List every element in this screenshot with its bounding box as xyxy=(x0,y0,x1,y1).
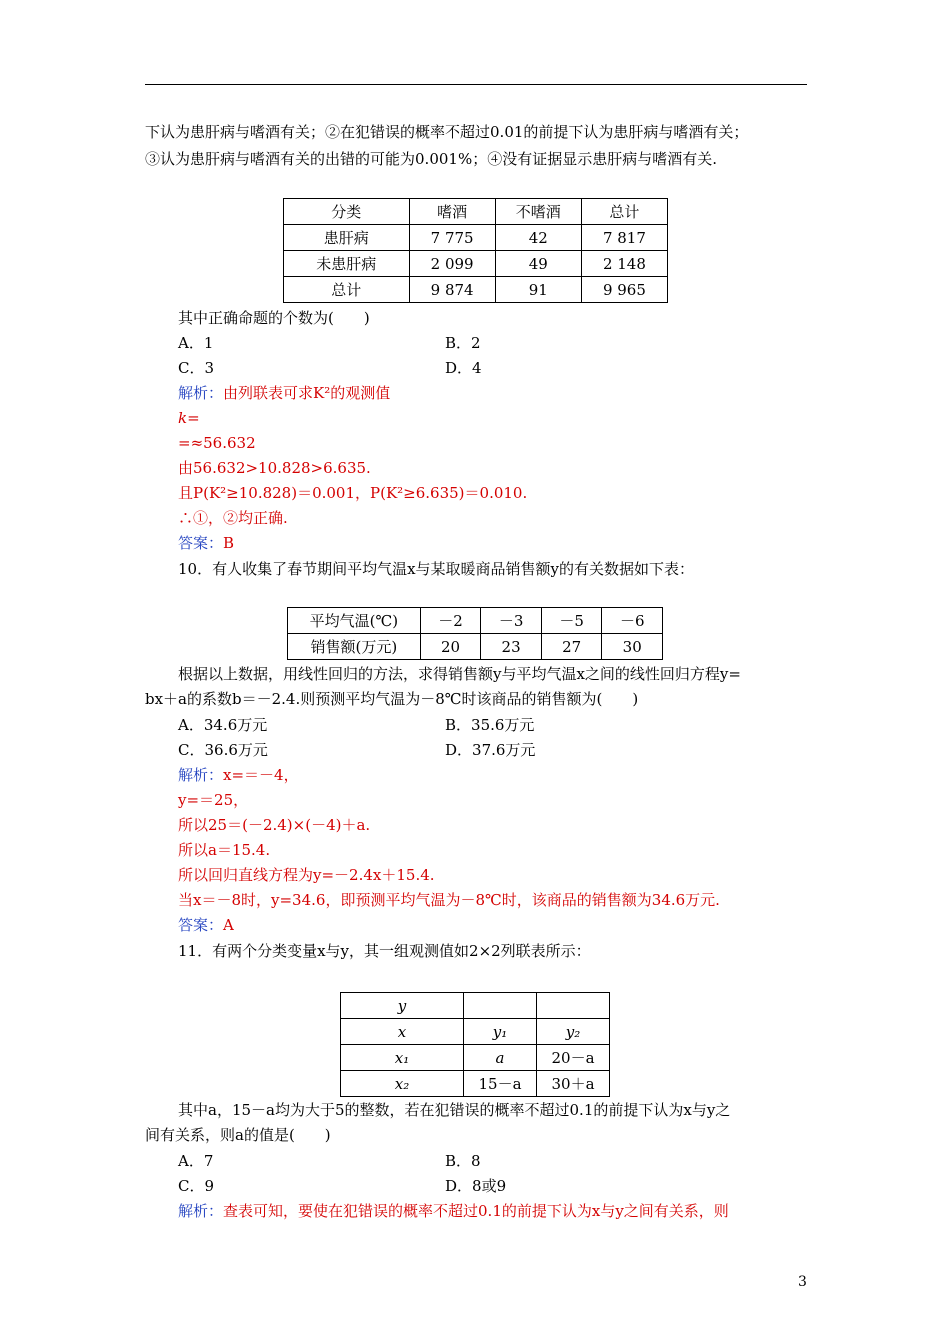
q11-stem: 11．有两个分类变量x与y，其一组观测值如2×2列联表所示： xyxy=(178,942,591,960)
page-number: 3 xyxy=(798,1274,807,1290)
solution-text: 由列联表可求K²的观测值 xyxy=(223,384,391,402)
table-cell: 27 xyxy=(541,634,602,660)
solution-label: 解析： xyxy=(178,766,224,784)
table-cell: 2 099 xyxy=(409,251,495,277)
table-cell: 未患肝病 xyxy=(284,251,410,277)
intro-line-2: ③认为患肝病与嗜酒有关的出错的可能为0.001%；④没有证据显示患肝病与嗜酒有关. xyxy=(145,150,717,168)
q11-option-b: B．8 xyxy=(445,1152,481,1170)
table-cell: x xyxy=(341,1019,464,1045)
table-cell: －6 xyxy=(602,608,663,634)
table-row xyxy=(341,1019,610,1045)
q11-text-1: 其中a，15－a均为大于5的整数，若在犯错误的概率不超过0.1的前提下认为x与y之 xyxy=(178,1101,731,1119)
q10-solution-line-1 xyxy=(178,764,299,786)
table-cell: a xyxy=(464,1045,537,1071)
table-cell: y xyxy=(341,993,464,1019)
q9-solution-line-5: 且P(K²≥10.828)＝0.001，P(K²≥6.635)＝0.010. xyxy=(178,484,528,502)
table-header-cell: 嗜酒 xyxy=(409,199,495,225)
table-cell: 42 xyxy=(495,225,581,251)
q10-text-2: bx＋a的系数b＝－2.4.则预测平均气温为－8℃时该商品的销售额为( ) xyxy=(145,690,639,708)
table-row xyxy=(284,277,668,303)
table-cell: 30＋a xyxy=(537,1071,610,1097)
table-header-cell: 分类 xyxy=(284,199,410,225)
q9-solution-line-4: 由56.632>10.828>6.635. xyxy=(178,459,371,477)
table-row xyxy=(284,225,668,251)
table-cell: 总计 xyxy=(284,277,410,303)
table-cell xyxy=(464,993,537,1019)
intro-line-1: 下认为患肝病与嗜酒有关；②在犯错误的概率不超过0.01的前提下认为患肝病与嗜酒有关； xyxy=(145,123,749,141)
table-cell: 2 148 xyxy=(581,251,667,277)
table-cell: 20 xyxy=(420,634,481,660)
table-cell: 20－a xyxy=(537,1045,610,1071)
header-rule xyxy=(145,84,807,85)
q10-stem: 10．有人收集了春节期间平均气温x与某取暖商品销售额y的有关数据如下表： xyxy=(178,560,695,578)
table-cell: 30 xyxy=(602,634,663,660)
q10-text-1: 根据以上数据，用线性回归的方法，求得销售额y与平均气温x之间的线性回归方程y= xyxy=(178,665,741,683)
q9-stem: 其中正确命题的个数为( ) xyxy=(178,309,370,327)
table-cell: 91 xyxy=(495,277,581,303)
table-cell: 平均气温(℃) xyxy=(288,608,421,634)
q10-solution-line-2: y=＝25， xyxy=(178,791,249,809)
q11-option-c: C．9 xyxy=(178,1177,215,1195)
q9-option-b: B．2 xyxy=(445,334,481,352)
table-row xyxy=(288,608,663,634)
q11-option-d: D．8或9 xyxy=(445,1177,507,1195)
q9-solution-line-6: ∴①，②均正确. xyxy=(178,509,288,527)
table-cell xyxy=(537,993,610,1019)
q10-option-b: B．35.6万元 xyxy=(445,716,535,734)
answer-value: A xyxy=(223,916,234,934)
table-cell: 23 xyxy=(481,634,542,660)
table-cell: y₁ xyxy=(464,1019,537,1045)
q10-solution-line-6: 当x＝－8时，y=34.6，即预测平均气温为－8℃时，该商品的销售额为34.6万元. xyxy=(178,891,720,909)
answer-label: 答案： xyxy=(178,916,224,934)
table-row xyxy=(341,1071,610,1097)
table-row xyxy=(341,993,610,1019)
q10-solution-line-3: 所以25＝(－2.4)×(－4)＋a. xyxy=(178,816,371,834)
table-cell: 患肝病 xyxy=(284,225,410,251)
table-cell: －3 xyxy=(481,608,542,634)
q10-solution-line-4: 所以a＝15.4. xyxy=(178,841,271,859)
table-cell: 7 817 xyxy=(581,225,667,251)
q9-solution-line-2: k= xyxy=(178,409,200,427)
table-cell: 15－a xyxy=(464,1071,537,1097)
table-cell: －5 xyxy=(541,608,602,634)
q10-option-c: C．36.6万元 xyxy=(178,741,268,759)
table-cell: 销售额(万元) xyxy=(288,634,421,660)
q10-option-d: D．37.6万元 xyxy=(445,741,536,759)
table-cell: 7 775 xyxy=(409,225,495,251)
answer-label: 答案： xyxy=(178,534,224,552)
answer-value: B xyxy=(223,534,235,552)
table-row xyxy=(288,634,663,660)
q11-option-a: A．7 xyxy=(178,1152,214,1170)
solution-text: 查表可知，要使在犯错误的概率不超过0.1的前提下认为x与y之间有关系，则 xyxy=(223,1202,729,1220)
table-cell: －2 xyxy=(420,608,481,634)
q9-option-a: A．1 xyxy=(178,334,214,352)
table-cell: 9 874 xyxy=(409,277,495,303)
q11-text-2: 间有关系，则a的值是( ) xyxy=(145,1126,331,1144)
table-cell: y₂ xyxy=(537,1019,610,1045)
q9-option-d: D．4 xyxy=(445,359,482,377)
q10-answer xyxy=(178,914,234,936)
table-row xyxy=(284,199,668,225)
table-cell: x₂ xyxy=(341,1071,464,1097)
table-cell: 49 xyxy=(495,251,581,277)
solution-text: x=＝－4， xyxy=(223,766,299,784)
temperature-sales-table xyxy=(287,607,663,660)
q9-answer xyxy=(178,532,234,554)
solution-label: 解析： xyxy=(178,384,224,402)
table-cell: 9 965 xyxy=(581,277,667,303)
table-cell: x₁ xyxy=(341,1045,464,1071)
q10-solution-line-5: 所以回归直线方程为y=－2.4x＋15.4. xyxy=(178,866,435,884)
q9-solution-line-3: =≈56.632 xyxy=(178,434,256,452)
liver-disease-table xyxy=(283,198,668,303)
table-header-cell: 总计 xyxy=(581,199,667,225)
q9-solution-line-1 xyxy=(178,382,390,404)
q11-solution-line-1 xyxy=(178,1200,729,1222)
table-row xyxy=(341,1045,610,1071)
q9-option-c: C．3 xyxy=(178,359,215,377)
table-row xyxy=(284,251,668,277)
solution-label: 解析： xyxy=(178,1202,224,1220)
contingency-table xyxy=(340,992,610,1097)
q10-option-a: A．34.6万元 xyxy=(178,716,268,734)
table-header-cell: 不嗜酒 xyxy=(495,199,581,225)
